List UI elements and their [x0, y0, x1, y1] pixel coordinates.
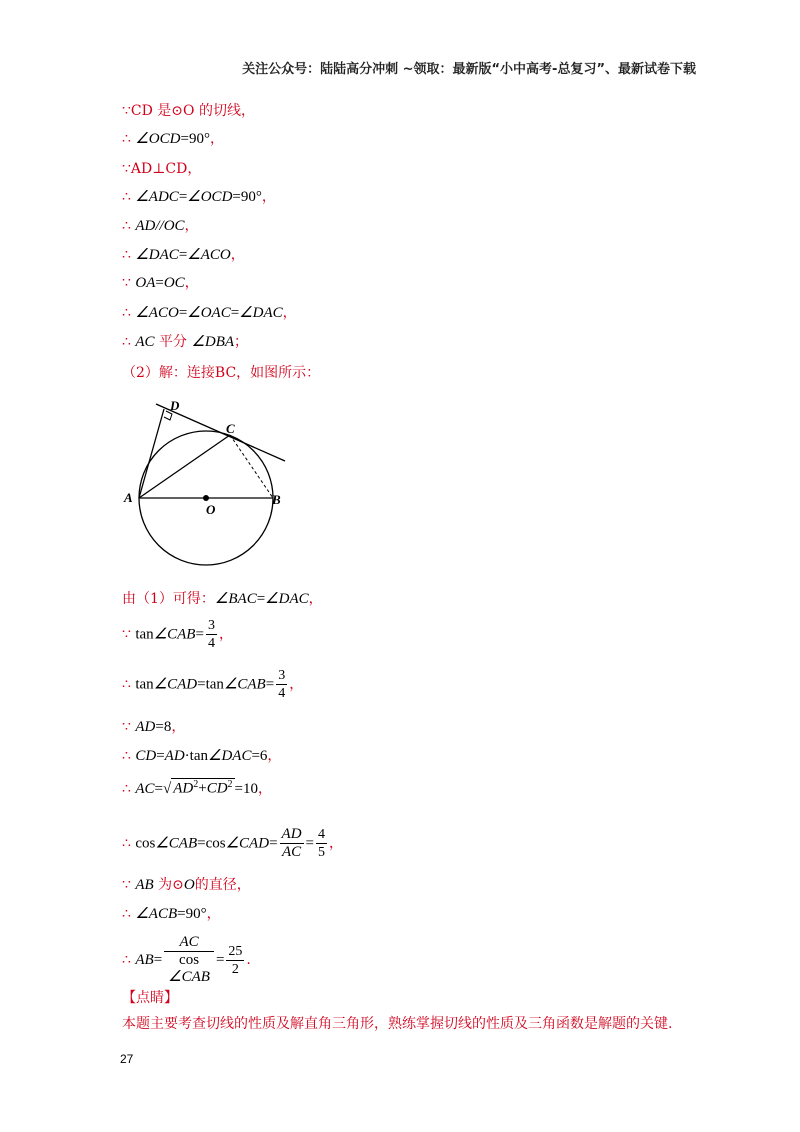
geometry-figure — [120, 398, 300, 573]
proof-line-8: ∴ ∠ACO=∠OAC=∠DAC， — [122, 305, 297, 321]
page-number: 27 — [120, 1052, 134, 1066]
center-point — [203, 495, 209, 501]
solution-line-4: ∵ AD=8， — [122, 719, 186, 735]
proof-line-4: ∴ ∠ADC=∠OCD=90°， — [122, 189, 276, 205]
solution-line-2: ∵ tan∠CAB= $\frac{3}{4}$ ， — [122, 618, 233, 651]
solution-line-7: ∴ cos∠CAB=cos∠CAD= $\frac{AD}{AC}$ = $\frac{4}{5}$ ， — [122, 826, 343, 860]
label-a: A — [124, 490, 133, 505]
solution-line-1: 由（1）可得：∠BAC=∠DAC， — [122, 591, 323, 607]
proof-line-7: ∵ OA=OC， — [122, 275, 199, 291]
solution-line-10: ∴ AB= AC cos ∠CAB = $\frac{25}{2}$ . — [122, 934, 251, 985]
proof-line-3: ∵AD⊥CD， — [122, 161, 202, 177]
solution-line-9: ∴ ∠ACB=90°， — [122, 906, 221, 922]
comment-title: 【点睛】 — [122, 990, 178, 1006]
proof-line-5: ∴ AD//OC， — [122, 218, 199, 234]
part2-intro: （2）解：连接BC，如图所示： — [122, 365, 321, 381]
proof-line-9: ∴ AC 平分 ∠DBA； — [122, 334, 249, 350]
solution-line-8: ∵ AB 为⊙O的直径， — [122, 877, 251, 893]
page-header: 关注公众号：陆陆高分冲刺 ~领取：最新版“小中高考-总复习”、最新试卷下载 — [242, 62, 696, 77]
solution-line-5: ∴ CD=AD·tan∠DAC=6， — [122, 748, 282, 764]
label-c: C — [226, 421, 235, 436]
solution-line-6: ∴ AC=√ $AD^2+CD^2 =10$， — [122, 779, 273, 797]
solution-line-3: ∴ tan∠CAD=tan∠CAB= $\frac{3}{4}$ ， — [122, 668, 304, 701]
label-b: B — [272, 492, 281, 507]
proof-line-2: ∴ ∠OCD=90°， — [122, 131, 224, 147]
label-d: D — [170, 398, 180, 413]
comment-text: 本题主要考查切线的性质及解直角三角形，熟练掌握切线的性质及三角函数是解题的关键. — [122, 1016, 673, 1032]
proof-line-1: ∵CD 是⊙O 的切线， — [122, 103, 255, 119]
label-o: O — [206, 502, 216, 517]
segment-ac — [139, 435, 230, 498]
segment-ad — [139, 409, 164, 498]
proof-line-6: ∴ ∠DAC=∠ACO， — [122, 247, 245, 263]
segment-bc — [230, 435, 273, 498]
